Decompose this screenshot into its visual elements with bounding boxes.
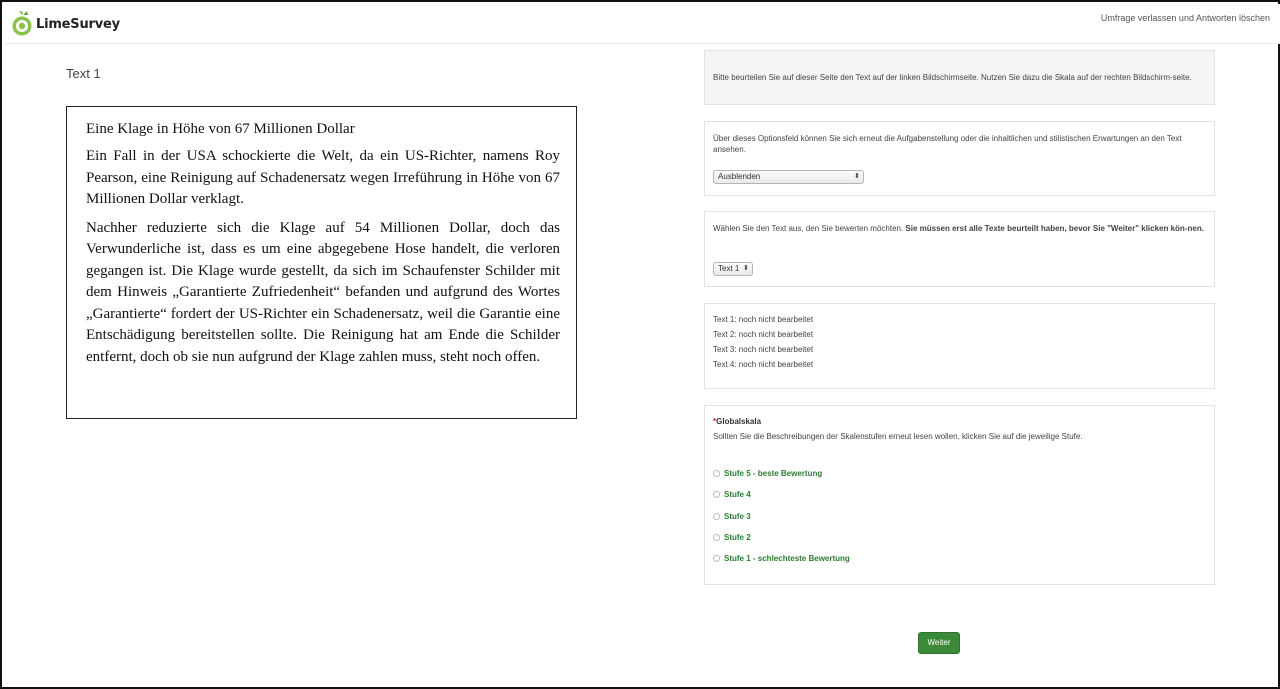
top-navbar (4, 4, 1280, 44)
logo-text: LimeSurvey (36, 16, 120, 32)
instruction-text: Bitte beurteilen Sie auf dieser Seite den Text auf der linken Bildschirmseite. Nutzen Sie dazu die Skala auf der rechten Bildschirm-seite. (713, 73, 1192, 82)
scale-option-5[interactable] (713, 463, 1206, 484)
radio-button[interactable] (713, 470, 720, 477)
instruction-panel (704, 50, 1215, 105)
next-button[interactable]: Weiter (918, 632, 960, 654)
radio-button[interactable] (713, 555, 720, 562)
text-select-value: Text 1 (718, 264, 740, 273)
article-paragraph: Nachher reduzierte sich die Klage auf 54 Millionen Dollar, doch das Verwunderliche ist, dass es um eine abgegebene Hose handelt, die verloren gegangen ist. Die Klage wurde gestellt, da sich im Schaufenster Schilder mit dem Hinweis „Garantierte Zufriedenheit“ befanden und aufgrund des Wortes „Garantierte“ fordert der US-Richter ein Schadenersatz, weil die Garantie eine Entschädigung bereitstellen sollte. Die Reinigung hat am Ende die Schilder entfernt, doch ob sie nun aufgrund der Klage zahlen muss, steht noch offen. (86, 219, 560, 365)
lime-logo-icon (10, 11, 34, 37)
scale-options (713, 463, 1206, 569)
options-select[interactable] (713, 170, 864, 184)
scale-option-4[interactable] (713, 484, 1206, 505)
text-select-panel (704, 211, 1215, 287)
scale-option-label[interactable]: Stufe 4 (724, 490, 751, 500)
scale-option-3[interactable] (713, 506, 1206, 527)
article-box (66, 106, 577, 419)
select-arrows-icon: ⬍ (854, 173, 860, 180)
required-asterisk: * (713, 417, 717, 426)
article-title: Eine Klage in Höhe von 67 Millionen Dollar (86, 121, 355, 137)
scale-option-label[interactable]: Stufe 2 (724, 533, 751, 543)
status-item: Text 2: noch nicht bearbeitet (713, 330, 814, 339)
scale-option-1[interactable] (713, 548, 1206, 569)
radio-button[interactable] (713, 534, 720, 541)
article-paragraph: Ein Fall in der USA schockierte die Welt, da ein US-Richter, namens Roy Pearson, eine Reinigung auf Schadenersatz wegen Irreführung in Höhe von 67 Millionen Dollar verklagt. (86, 148, 560, 207)
options-description: Über dieses Optionsfeld können Sie sich erneut die Aufgabenstellung oder die inhaltlichen und stilistischen Erwartungen an den Text ansehen. (713, 134, 1182, 154)
global-scale-question (704, 405, 1215, 585)
text-select-description (713, 223, 1206, 234)
options-select-value: Ausblenden (718, 172, 761, 181)
status-item: Text 1: noch nicht bearbeitet (713, 315, 814, 324)
scale-option-2[interactable] (713, 527, 1206, 548)
radio-button[interactable] (713, 513, 720, 520)
status-panel (704, 303, 1215, 389)
text-select-prompt: Wählen Sie den Text aus, den Sie bewerten möchten. (713, 224, 906, 233)
limesurvey-logo[interactable] (10, 11, 120, 37)
scale-option-label[interactable]: Stufe 3 (724, 511, 751, 521)
options-panel (704, 121, 1215, 196)
text-heading: Text 1 (66, 66, 101, 81)
status-item: Text 3: noch nicht bearbeitet (713, 345, 814, 354)
select-arrows-icon: ⬍ (743, 265, 749, 272)
status-item: Text 4: noch nicht bearbeitet (713, 360, 814, 369)
question-title (713, 417, 1206, 426)
radio-button[interactable] (713, 491, 720, 498)
question-help-text: Sollten Sie die Beschreibungen der Skalenstufen erneut lesen wollen, klicken Sie auf die jeweilige Stufe. (713, 432, 1083, 441)
question-title-text: Globalskala (716, 417, 762, 426)
scale-option-label[interactable]: Stufe 1 - schlechteste Bewertung (724, 554, 850, 564)
text-select-warning: Sie müssen erst alle Texte beurteilt haben, bevor Sie "Weiter" klicken kön-nen. (905, 224, 1204, 233)
text-select[interactable] (713, 262, 753, 276)
scale-option-label[interactable]: Stufe 5 - beste Bewertung (724, 469, 823, 479)
exit-and-clear-link[interactable]: Umfrage verlassen und Antworten löschen (1100, 13, 1270, 23)
